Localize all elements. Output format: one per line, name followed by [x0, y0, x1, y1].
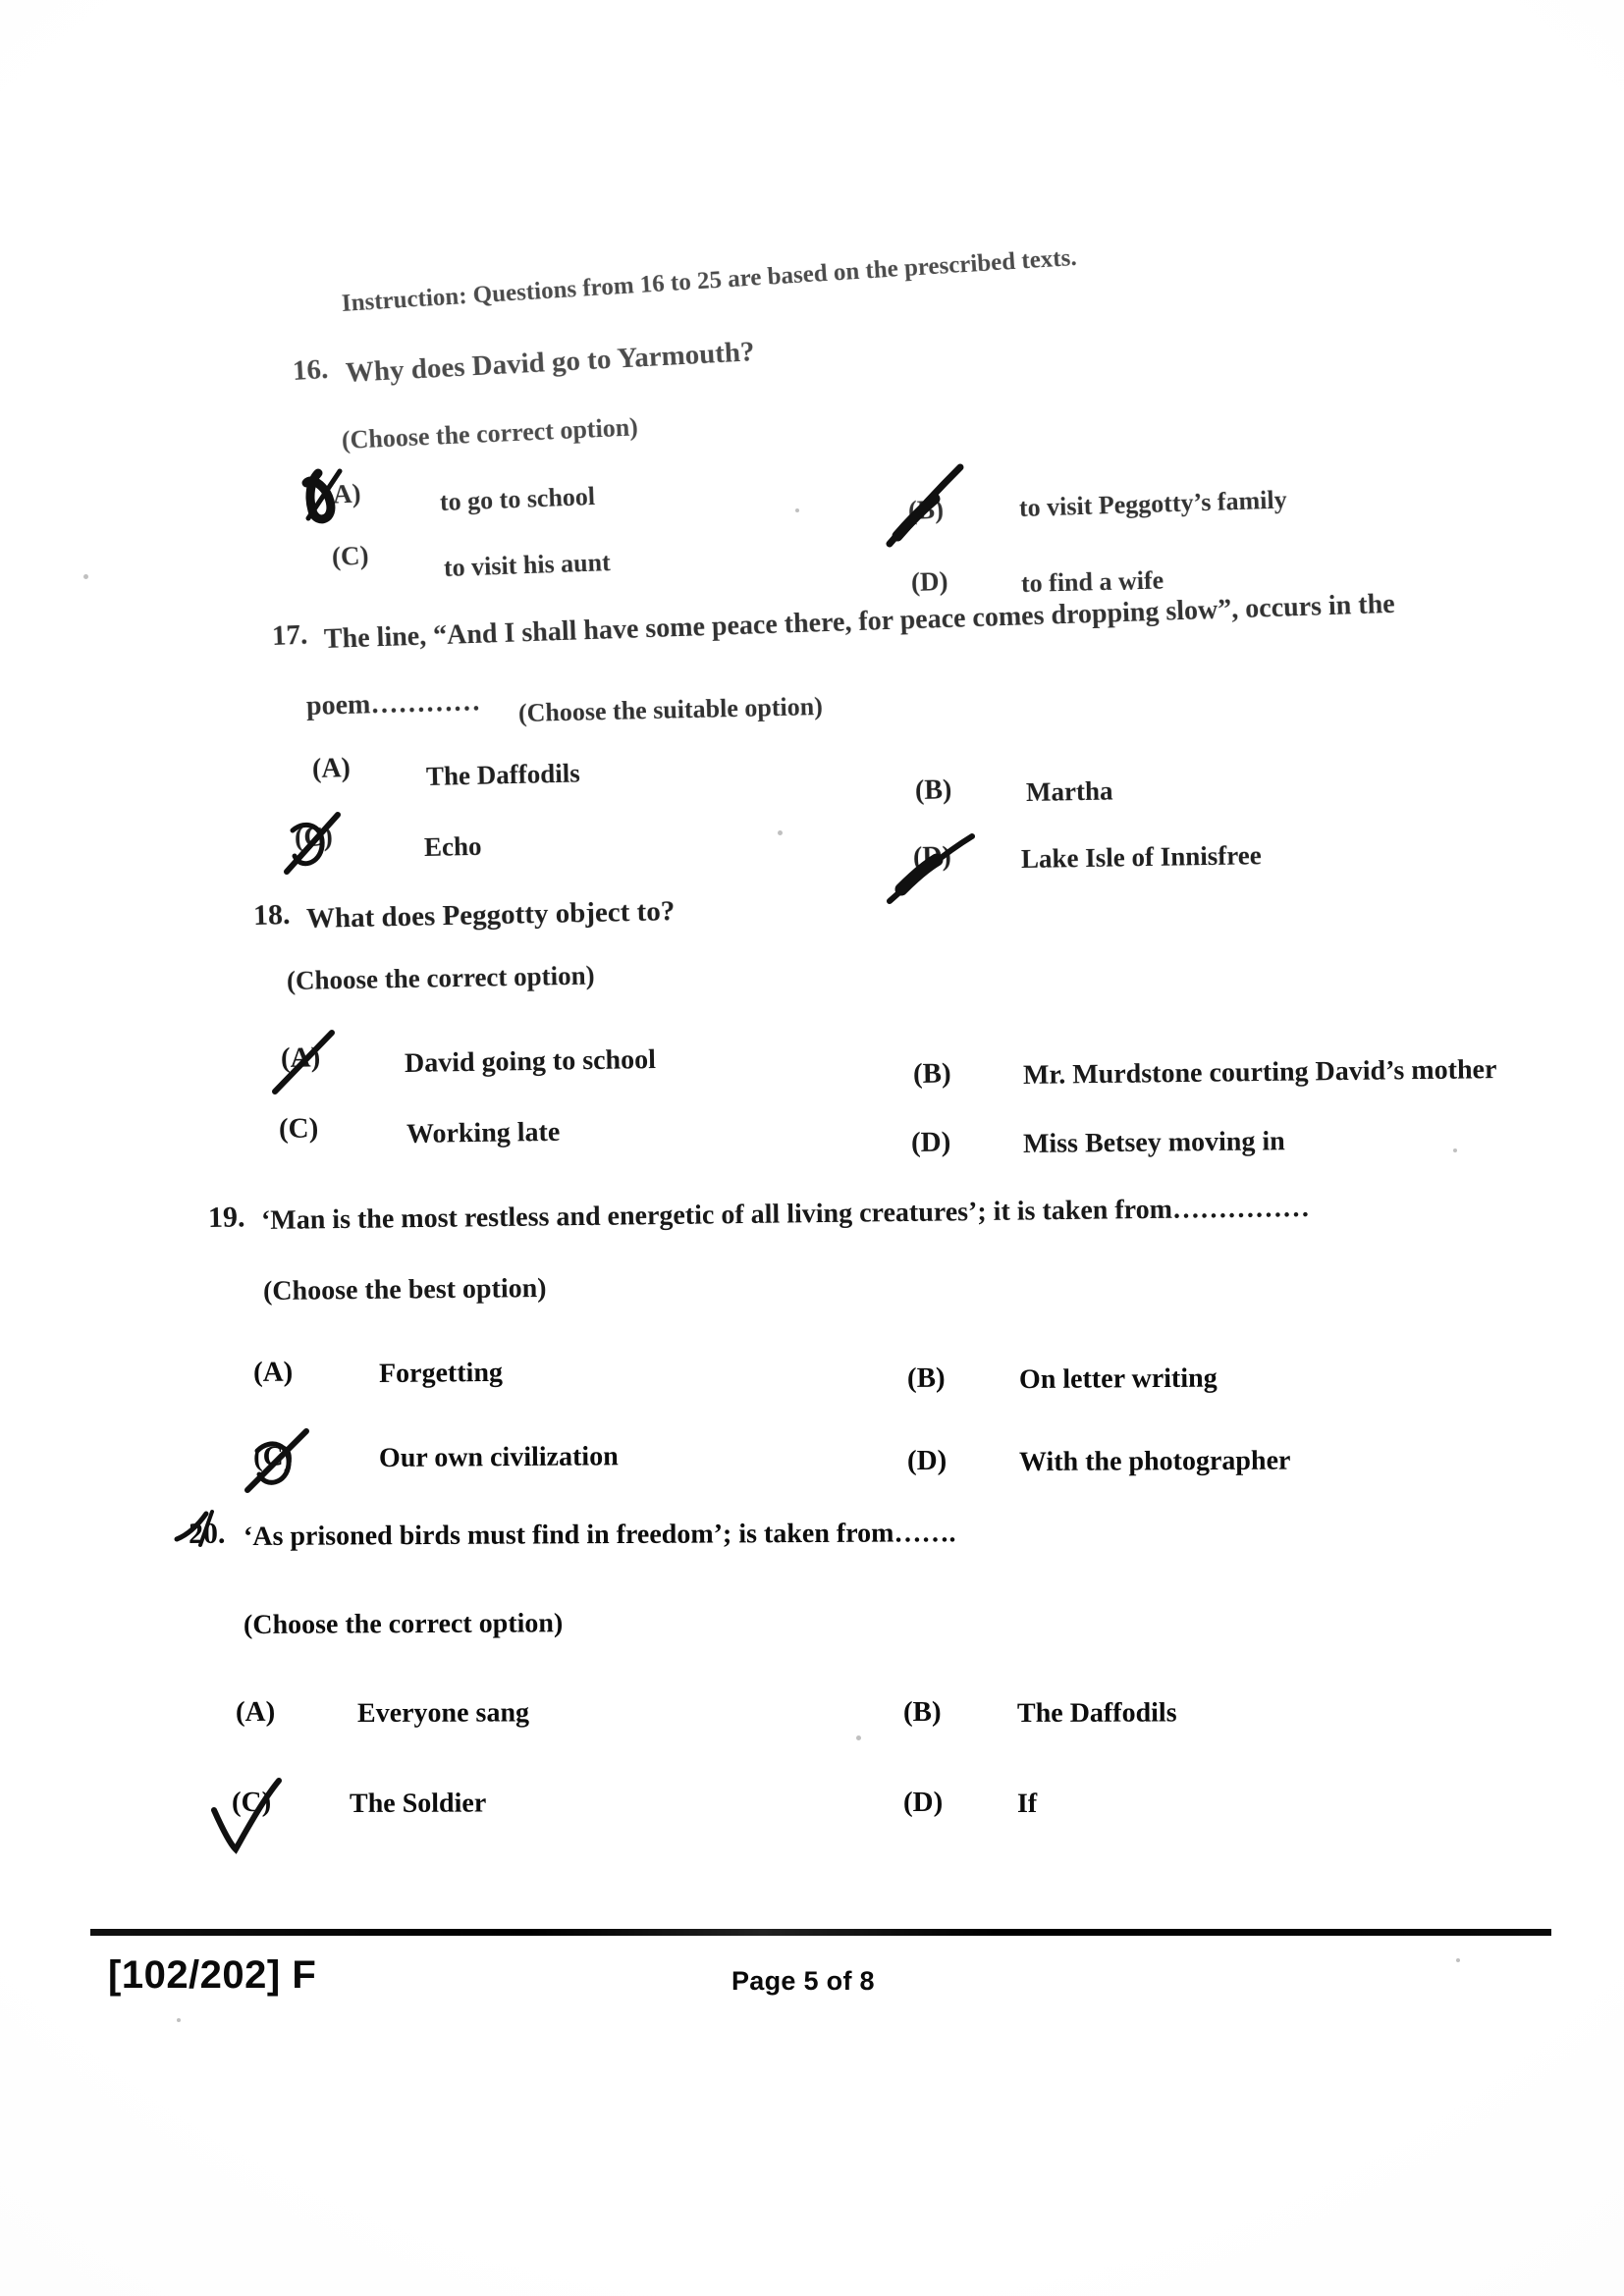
question-17-option-b-letter: (B): [914, 774, 952, 806]
question-18-number: 18.: [252, 898, 291, 932]
question-18-option-a-text: David going to school: [404, 1043, 657, 1079]
question-19-option-d-text: With the photographer: [1018, 1445, 1291, 1477]
question-17-number: 17.: [271, 618, 308, 652]
question-20-option-b-text: The Daffodils: [1016, 1697, 1177, 1729]
question-16-option-c-text: to visit his aunt: [443, 548, 612, 582]
question-17-text-continued: poem…………: [305, 686, 481, 721]
scan-speck: [856, 1735, 861, 1740]
question-19-option-b-text: On letter writing: [1018, 1362, 1218, 1395]
question-20-option-c-text: The Soldier: [349, 1788, 487, 1819]
scan-speck: [83, 574, 88, 579]
question-16-option-d-text: to find a wife: [1020, 565, 1164, 598]
question-18-option-d-text: Miss Betsey moving in: [1022, 1126, 1285, 1159]
question-19-text: ‘Man is the most restless and energetic of all living creatures’; it is taken from……………: [260, 1192, 1311, 1236]
question-17-option-d-letter: (D): [912, 841, 952, 873]
scan-speck: [795, 508, 799, 512]
question-18-option-c-text: Working late: [406, 1116, 561, 1149]
question-17-option-c-letter: (C): [294, 822, 334, 853]
question-20-number: 20.: [188, 1517, 226, 1550]
scan-speck: [778, 830, 783, 835]
question-19-number: 19.: [207, 1201, 245, 1234]
question-19-option-b-letter: (B): [906, 1362, 946, 1394]
question-17-directive: (Choose the suitable option): [517, 691, 824, 727]
footer-divider: [90, 1929, 1551, 1936]
question-16-option-a-text: to go to school: [439, 481, 596, 516]
question-16-directive: (Choose the correct option): [341, 412, 639, 454]
scan-speck: [1453, 1148, 1457, 1152]
question-19-directive: (Choose the best option): [262, 1272, 547, 1307]
scan-speck: [177, 2018, 181, 2022]
question-19-option-d-letter: (D): [906, 1444, 947, 1476]
question-16-number: 16.: [292, 353, 330, 387]
scan-speck: [1456, 1958, 1460, 1962]
question-18-directive: (Choose the correct option): [286, 960, 595, 995]
question-18-option-b-text: Mr. Murdstone courting David’s mother: [1022, 1054, 1497, 1091]
question-18-option-c-letter: (C): [278, 1112, 319, 1145]
question-18-option-b-letter: (B): [912, 1057, 951, 1090]
question-18-option-d-letter: (D): [910, 1126, 951, 1158]
question-20-directive: (Choose the correct option): [243, 1608, 564, 1640]
question-17-option-d-text: Lake Isle of Innisfree: [1020, 840, 1262, 874]
question-16-option-b-text: to visit Peggotty’s family: [1018, 485, 1288, 522]
question-17-option-b-text: Martha: [1025, 775, 1113, 807]
question-16-option-b-letter: (B): [907, 494, 945, 525]
question-20-option-a-letter: (A): [235, 1695, 276, 1728]
question-20-option-d-letter: (D): [902, 1786, 944, 1818]
question-17-text: The line, “And I shall have some peace there, for peace comes dropping slow”, occurs in the: [323, 588, 1396, 655]
question-19-option-c-letter: (C): [252, 1440, 294, 1472]
question-18-text: What does Peggotty object to?: [305, 895, 676, 934]
question-20-option-d-text: If: [1016, 1788, 1038, 1819]
question-20-option-c-letter: (C): [231, 1786, 272, 1818]
question-16-option-c-letter: (C): [331, 540, 370, 571]
question-17-option-c-text: Echo: [423, 830, 482, 862]
instruction-line: Instruction: Questions from 16 to 25 are based on the prescribed texts.: [341, 243, 1078, 317]
question-17-option-a-letter: (A): [311, 753, 352, 784]
question-16-option-d-letter: (D): [910, 565, 948, 597]
question-16-text: Why does David go to Yarmouth?: [345, 336, 756, 389]
question-20-text: ‘As prisoned birds must find in freedom’; is taken from…….: [243, 1518, 956, 1552]
question-19-option-a-text: Forgetting: [378, 1357, 504, 1389]
question-18-option-a-letter: (A): [280, 1041, 321, 1074]
question-19-option-c-text: Our own civilization: [378, 1441, 619, 1473]
question-20-option-a-text: Everyone sang: [356, 1697, 530, 1729]
question-19-option-a-letter: (A): [252, 1356, 294, 1388]
paper-code: [102/202] F: [108, 1953, 317, 1997]
question-17-option-a-text: The Daffodils: [425, 758, 581, 791]
page-number: Page 5 of 8: [731, 1966, 875, 1996]
question-20-option-b-letter: (B): [902, 1695, 942, 1728]
question-16-option-a-letter: (A): [323, 478, 362, 509]
